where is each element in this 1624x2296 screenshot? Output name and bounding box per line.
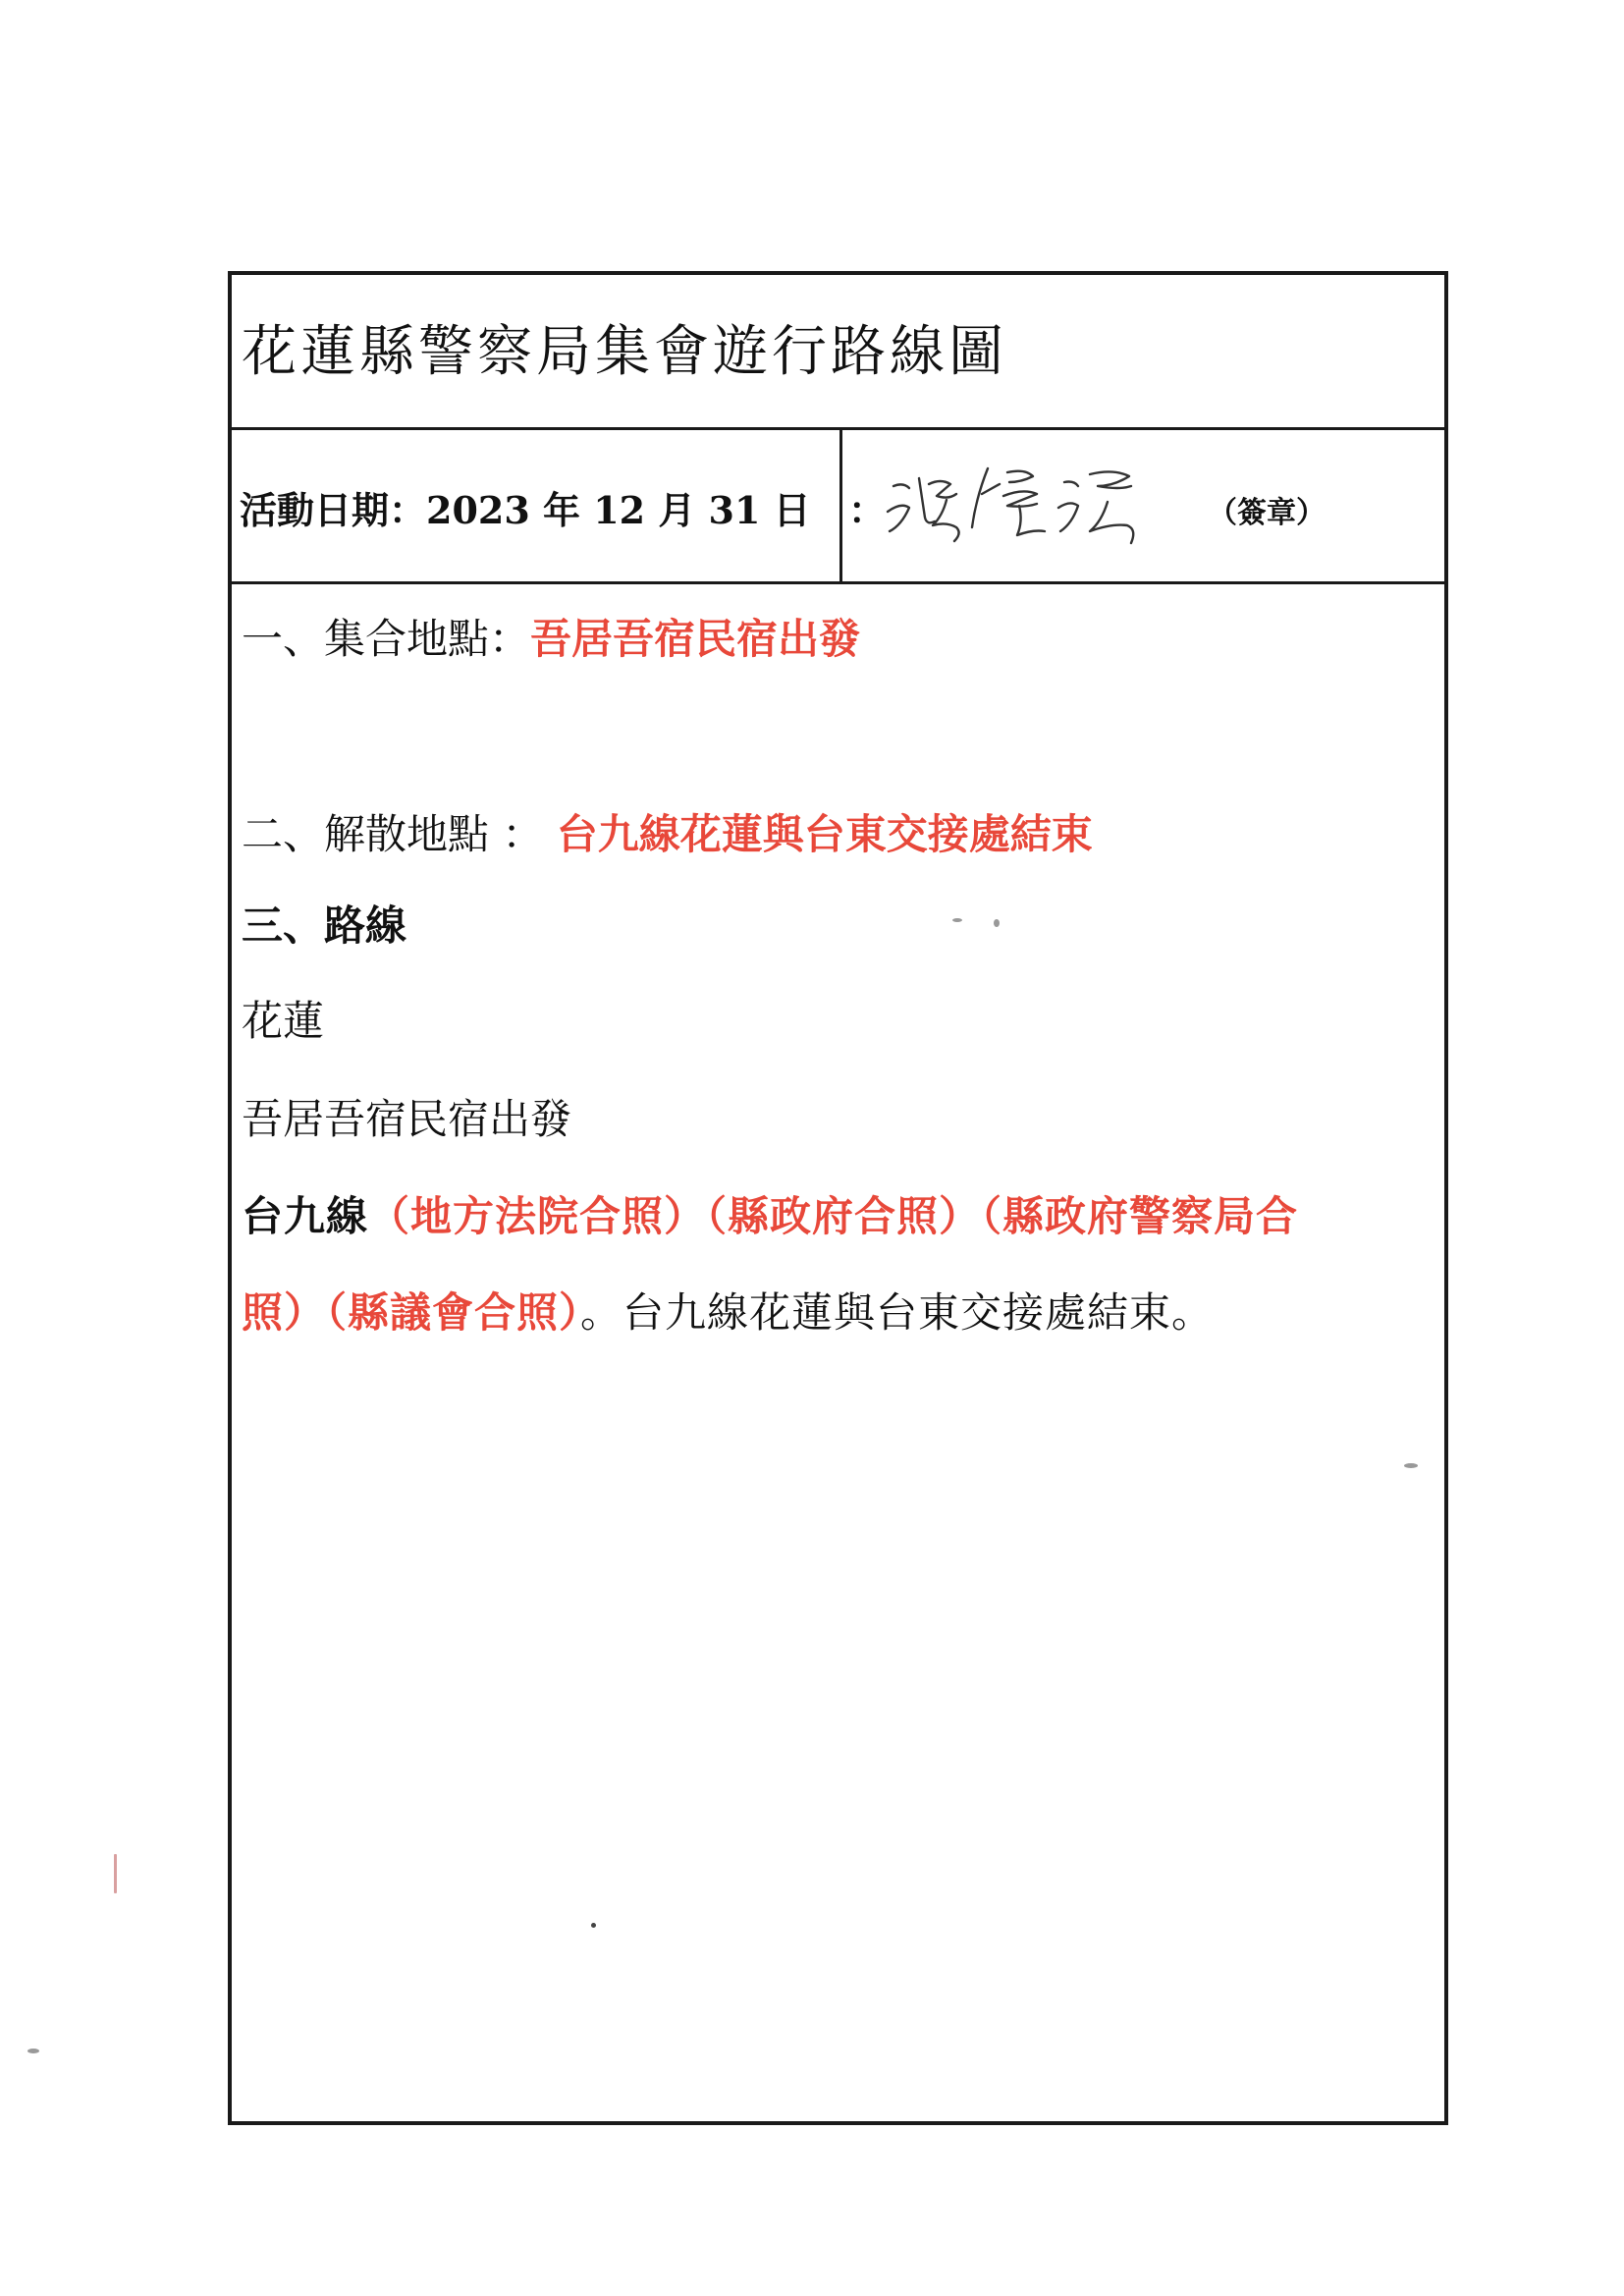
- dispersal-value: 台九線花蓮與台東交接處結束: [556, 810, 1093, 858]
- signature-cell: [842, 427, 1444, 581]
- route-city: 花蓮: [242, 997, 325, 1045]
- activity-date: 活動日期：2023 年 12 月 31 日: [240, 488, 811, 532]
- route-detail-line-1: [242, 1184, 1298, 1243]
- assembly-label: 一、集合地點：: [242, 615, 531, 663]
- route-stops-1: （地方法院合照）（縣政府合照）（縣政府警察局合: [368, 1192, 1299, 1240]
- assembly-value: 吾居吾宿民宿出發: [530, 615, 861, 663]
- seal-label: （簽章）: [1208, 496, 1326, 530]
- route-road: 台九線: [242, 1192, 369, 1240]
- form-body: [232, 581, 1444, 2121]
- route-form: [228, 271, 1448, 2125]
- form-title: 花蓮縣警察局集會遊行路線圖: [242, 320, 1007, 384]
- signature-colon: ：: [848, 488, 887, 532]
- dispersal-point: [242, 802, 1093, 861]
- assembly-point: [242, 607, 860, 666]
- meta-row: [232, 427, 1444, 584]
- dispersal-label: 二、解散地點 ：: [242, 810, 557, 858]
- route-stops-2: 照）（縣議會合照）: [242, 1288, 581, 1337]
- route-heading: 三、路線: [242, 902, 407, 950]
- date-cell: [232, 427, 842, 581]
- route-detail-line-2: [242, 1281, 1214, 1339]
- title-row: [232, 275, 1444, 430]
- route-end: 。台九線花蓮與台東交接處結束。: [580, 1288, 1215, 1337]
- handwritten-signature: [872, 455, 1186, 553]
- route-start: 吾居吾宿民宿出發: [242, 1095, 572, 1143]
